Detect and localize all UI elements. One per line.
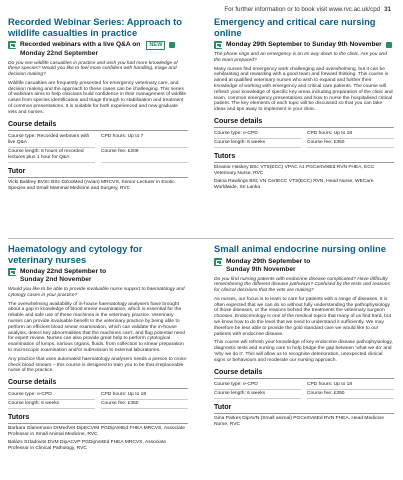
course-dates — [214, 41, 394, 49]
cpd-hours: CPD hours: Up to 18 — [307, 381, 394, 390]
section-title: Small animal endocrine nursing online — [214, 243, 386, 254]
course-length: Course length: 6 weeks — [8, 400, 95, 409]
body-text: The overwhelming availability of in-house haematology analysers have brought about a gap in knowledge of blood smear examination, which is essential for the reliable and safe use of these machines in the veterinary practice. Veterinary nurses can provide invaluable benefit to the veterinary practice by being able to perform an efficient blood smear examination, which can validate the in-house analysis, detect key abnormalities that the machines can't, and flag potential need for expert review. Nurses can also provide great help to perform cytological examination of lumps, various organs, fluids, from collection to smear preparation to microscopic examination and/or submission to external laboratories. — [8, 301, 185, 353]
course-fee: Course fee: £350 — [101, 400, 188, 409]
tutor-heading: Tutor — [8, 167, 26, 175]
details-heading: Course details — [8, 379, 57, 387]
course-length: Course length: 6 weeks — [214, 139, 301, 148]
course-dates — [8, 41, 188, 50]
tutor-entry: Eleanor Haskey BSc VTS(ECC) VPAC A1 PGCertVetEd RVN FHEA, ECC Veterinary Nurse, RVC — [214, 164, 375, 176]
intro-text: Do you find nursing patients with endocrine disease complicated? Have difficulty remembering the different disease pathways? Confused by the tests and reasons for clinical decisions that the vets are making? — [214, 276, 390, 294]
body-text-2: This course will refresh your knowledge of key endocrine disease pathophysiology, diagnostic tests and nursing care to help bridge the gap between 'what we do' and 'why we do it'. This will allow us to recognise deterioration, unexpected clinical signs or behaviours and moderate our nursing approach. — [214, 340, 393, 363]
course-dates — [214, 258, 394, 266]
course-dates — [8, 268, 188, 276]
details-heading: Course details — [214, 117, 263, 125]
page-number: 31 — [384, 6, 391, 13]
details-grid — [8, 133, 188, 163]
tutor-entry: Daina Rawlings BSc VN CertECC VTS(ECC) RVN, Head Nurse, WECare Worldwide, Sri Lanka — [214, 178, 374, 190]
course-fee: Course fee: £350 — [307, 390, 394, 399]
calendar-icon — [8, 41, 16, 49]
tutor-heading: Tutors — [214, 152, 236, 160]
new-badge: NEW — [146, 41, 165, 50]
body-text: Many nurses find emergency work challenging and overwhelming, but it can be exhilarating and rewarding with a good team and forward thinking. This course is aimed at qualified veterinary nurses who wish to expand and further their knowledge of working with emergency and critical care patients. The course will refresh your knowledge of specific key areas including preparation of the clinic and team, common emergency presentations and how to nurse the hospitalised critical patient. The key elements of each topic will be discussed so that you can take ideas and tips away to implement in your clinic. — [214, 66, 393, 113]
cpd-hours: CPD hours: Up to 18 — [101, 391, 188, 400]
cpd-hours: CPD hours: Up to 18 — [307, 130, 394, 139]
course-fee: Course fee: £350 — [307, 139, 394, 148]
tutor-heading: Tutors — [8, 414, 30, 422]
dates-line-2: Monday 22nd September — [20, 49, 99, 57]
tutor-heading: Tutor — [214, 403, 232, 411]
intro-text: The phone rings and an emergency is on its way down to the clinic. Are you and the team prepared? — [214, 52, 387, 63]
intro-text: Do you see wildlife casualties in practice and wish you had more knowledge of these species? Would you like to feel more confident with handling, triage and decision making? — [8, 60, 178, 78]
cpd-hours: CPD hours: Up to 7 — [101, 133, 188, 148]
details-grid — [214, 130, 394, 148]
details-heading: Course details — [8, 120, 57, 128]
section-title: Emergency and critical care nursing online — [214, 16, 376, 38]
calendar-icon — [214, 41, 222, 49]
course-length: Course length: 6 hours of recorded lectures plus 1 hour for Q&A — [8, 148, 95, 163]
body-text: Wildlife casualties are frequently presented for emergency veterinary care, and decision making and the approach to these cases can be challenging. This series of webinars aims to help clinicians build confidence in their management of wildlife cases from species identification and triage through to stabilisation and treatment of common presentations. It is suitable for both experienced and new graduate vets and nurses. — [8, 80, 187, 115]
details-heading: Course details — [214, 368, 263, 376]
details-grid — [8, 391, 188, 409]
intro-text: Would you like to be able to provide invaluable nurse support to haematology and cytology cases in your practice? — [8, 287, 185, 298]
course-type: Course type: Recorded webinars with live Q&A — [8, 133, 95, 148]
details-grid — [214, 381, 394, 399]
section-ecc-nursing — [214, 17, 394, 191]
page-header — [224, 6, 391, 13]
body-text-2: Any practice that uses automated haematology analysers needs a person to cross-check blood smears – this course is designed to train you to be that irreplaceable nurse of the practice. — [8, 356, 188, 374]
course-type: Course type: e-CPD — [214, 130, 301, 139]
dates-line-1: Recorded webinars with a live Q&A on — [20, 41, 141, 49]
course-length: Course length: 6 weeks — [214, 390, 301, 399]
section-wildlife — [8, 17, 188, 192]
tutor-entry: Vicki Baldrey BVSc BSc DZooMed (Avian) MRCVS, Senior Lecturer in Exotic Species and Small Mammal Medicine and Surgery, RVC — [8, 179, 175, 191]
body-text: As nurses, our focus is to learn to care for patients with a range of diseases. It is often expected that we can do so without fully understanding the pathophysiology of those diseases, or the reasons behind the treatments the veterinary surgeon chooses. Endocrinology is one of the medical topics that many of us find hard, but we know how to do the level that we need to understand it sufficiently. We may therefore be less able to provide the gold standard care we would like to our patients with endocrine disease. — [214, 296, 391, 337]
section-title: Recorded Webinar Series: Approach to wildlife casualties in practice — [8, 16, 182, 38]
header-text: For further information or to book visit www.rvc.ac.uk/cpd — [224, 6, 381, 13]
section-haematology — [8, 244, 188, 452]
dates-line-1: Monday 29th September to Sunday 9th November — [226, 41, 382, 48]
tutor-entry: Balázs Szladovits DVM DipACVP PGDipVetEd FHEA MRCVS, Associate Professor in Clinical Pathology, RVC — [8, 440, 167, 452]
calendar-icon — [386, 42, 392, 48]
tutor-entry: Barbara Glanemann DrMedVet DipECVIM PGDipVetEd FHEA MRCVS, Associate Professor in Small Animal Medicine, RVC — [8, 426, 185, 438]
calendar-icon — [8, 268, 16, 276]
course-fee: Course fee: £209 — [101, 148, 188, 163]
dates-line-1: Monday 22nd September to — [20, 268, 107, 275]
section-title: Haematology and cytology for veterinary nurses — [8, 243, 143, 265]
tutor-entry: Gina Parkes DipAVN (Small animal) PGCertVetEd RVN FHEA, Head Medicine Nurse, RVC — [214, 415, 384, 427]
calendar-icon — [214, 258, 222, 266]
section-endocrine — [214, 244, 394, 428]
course-type: Course type: e-CPD — [214, 381, 301, 390]
dates-line-1: Monday 29th September to — [226, 257, 311, 265]
divider — [8, 238, 394, 239]
calendar-icon — [169, 42, 175, 48]
dates-line-2: Sunday 9th November — [226, 265, 296, 273]
course-type: Course type: e-CPD — [8, 391, 95, 400]
dates-line-2: Sunday 2nd November — [20, 276, 92, 283]
